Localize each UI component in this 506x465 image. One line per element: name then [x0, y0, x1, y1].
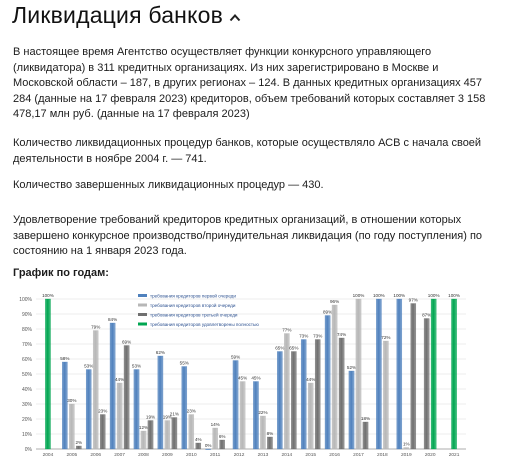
bar — [62, 362, 67, 449]
y-tick-label: 60% — [21, 356, 32, 363]
bar — [356, 299, 361, 449]
bar — [148, 421, 153, 450]
bar-value-label: 96% — [330, 299, 340, 304]
bar — [240, 382, 245, 450]
bar-value-label: 4% — [194, 437, 202, 442]
bar — [69, 404, 74, 449]
creditor-satisfaction-paragraph: Удовлетворение требований кредиторов кредитных организаций, в отношении которых завершено конкурсное производство/принудительная ликвидация (по году поступления) по состоянию на 1 января 2023 года. — [13, 214, 483, 258]
bar-value-label: 100% — [393, 293, 406, 298]
bar — [376, 299, 381, 449]
bar-value-label: 84% — [108, 317, 118, 322]
y-tick-label: 100% — [19, 296, 32, 303]
y-tick-label: 10% — [21, 431, 32, 438]
bar-value-label: 21% — [169, 411, 179, 417]
bar-value-label: 100% — [373, 293, 385, 298]
bar — [165, 421, 170, 450]
bar-value-label: 18% — [360, 416, 371, 421]
bar-value-label: 12% — [138, 425, 149, 430]
x-tick-label: 2008 — [138, 453, 149, 458]
bar — [411, 304, 416, 450]
bar — [301, 340, 306, 450]
bar-value-label: 23% — [98, 408, 108, 414]
bar-value-label: 65% — [275, 345, 285, 351]
bar-value-label: 44% — [115, 377, 125, 382]
y-tick-label: 90% — [21, 311, 32, 318]
bar — [172, 418, 177, 450]
bar — [196, 443, 201, 449]
y-tick-label: 80% — [21, 326, 32, 333]
y-tick-label: 0% — [24, 446, 32, 453]
y-tick-label: 20% — [21, 416, 32, 423]
bar — [100, 415, 105, 450]
bar-value-label: 100% — [448, 293, 460, 298]
bar-value-label: 65% — [289, 345, 299, 351]
bar-value-label: 59% — [230, 354, 241, 360]
bar — [220, 440, 225, 449]
bar-value-label: 45% — [237, 375, 248, 381]
bar — [253, 382, 258, 450]
bar — [349, 371, 354, 449]
chevron-up-icon[interactable] — [227, 9, 243, 25]
x-tick-label: 2009 — [162, 453, 173, 458]
bar-value-label: 52% — [346, 365, 357, 370]
bar — [233, 361, 238, 450]
x-tick-label: 2014 — [281, 453, 293, 458]
y-tick-label: 40% — [21, 386, 32, 393]
x-tick-label: 2019 — [400, 453, 412, 458]
bar-value-label: 2% — [75, 440, 83, 445]
bar-value-label: 55% — [179, 360, 189, 366]
bar — [404, 448, 409, 450]
bar — [141, 431, 146, 449]
bar-value-label: 22% — [258, 410, 268, 415]
bar — [308, 383, 313, 449]
bar — [431, 299, 436, 449]
bar — [451, 299, 456, 449]
bar-value-label: 89% — [323, 309, 333, 315]
legend-label: требования кредиторов удовлетворены полностью — [150, 322, 259, 327]
bar — [76, 446, 81, 449]
bar-value-label: 97% — [408, 297, 418, 303]
bar — [397, 299, 402, 449]
agency-functions-paragraph: В настоящее время Агентство осуществляет функции конкурсного управляющего (ликвидатора) в 311 кредитных организациях. Из них зарегистрировано в Москве и Московской области – 187, в других регионах – 124. В данных кредитных организациях 457 284 (данные на 17 февраля 2023) кредиторов, объем требований которых составляет 3 158 478,17 млн руб. (данные на 17 февраля 2023) — [13, 46, 486, 121]
completed-count-paragraph: Количество завершенных ликвидационных процедур — 430. — [13, 179, 324, 191]
bar-value-label: 6% — [218, 434, 226, 439]
x-tick-label: 2021 — [448, 453, 460, 458]
bar — [315, 340, 320, 450]
bar-value-label: 73% — [313, 333, 323, 339]
bar — [363, 422, 368, 449]
bar-value-label: 74% — [337, 332, 347, 337]
bar — [267, 437, 272, 449]
liquidation-count-paragraph: Количество ликвидационных процедур банков, которые осуществляло АСВ с начала своей деятельности в ноябре 2004 г. — 741. — [13, 137, 482, 165]
bar-value-label: 23% — [186, 408, 196, 414]
bar — [189, 415, 194, 450]
bar-value-label: 8% — [266, 431, 274, 436]
bar-value-label: 79% — [91, 324, 101, 330]
x-tick-label: 2012 — [233, 453, 245, 458]
bar-value-label: 19% — [145, 414, 156, 420]
bar — [93, 331, 98, 450]
bar — [260, 416, 265, 449]
bar — [117, 383, 122, 449]
chart-heading: График по годам: — [13, 267, 109, 279]
x-tick-label: 2005 — [66, 453, 78, 458]
bar — [383, 341, 388, 449]
bar-value-label: 100% — [42, 293, 54, 298]
bar — [339, 338, 344, 449]
x-tick-label: 2010 — [185, 453, 197, 458]
x-tick-label: 2020 — [424, 453, 436, 458]
bar — [86, 370, 91, 450]
bar-value-label: 73% — [299, 333, 309, 339]
legend-label: требования кредиторов третьей очереди — [150, 312, 238, 318]
bar-value-label: 53% — [84, 363, 94, 369]
bar-value-label: 100% — [352, 293, 365, 298]
bar-value-label: 77% — [282, 327, 292, 333]
bar-value-label: 14% — [210, 422, 220, 427]
bar — [134, 370, 139, 450]
bar-value-label: 58% — [60, 356, 70, 361]
bar — [158, 356, 163, 449]
bar — [110, 323, 115, 449]
x-tick-label: 2013 — [257, 453, 269, 458]
bar-value-label: 62% — [155, 350, 165, 355]
bar-value-label: 53% — [131, 363, 142, 369]
bar — [45, 299, 50, 449]
bar — [124, 346, 129, 450]
bar-value-label: 30% — [67, 398, 77, 403]
bar — [213, 428, 218, 449]
bar-value-label: 0% — [204, 443, 212, 448]
bar — [332, 305, 337, 449]
bar — [424, 319, 429, 450]
bar-value-label: 69% — [122, 339, 132, 345]
legend-label: требования кредиторов второй очереди — [150, 303, 236, 308]
page-title: Ликвидация банков — [12, 1, 224, 28]
bar — [277, 352, 282, 450]
bar-value-label: 44% — [306, 377, 316, 382]
y-tick-label: 70% — [21, 341, 32, 348]
bar-value-label: 72% — [381, 335, 391, 340]
legend-swatch — [138, 323, 147, 326]
bar-value-label: 87% — [422, 312, 432, 318]
bar-value-label: 45% — [251, 375, 261, 381]
bar — [206, 449, 211, 450]
x-tick-label: 2015 — [305, 453, 317, 458]
x-tick-label: 2006 — [90, 453, 102, 458]
x-tick-label: 2018 — [377, 453, 388, 458]
bar-value-label: 1% — [402, 441, 410, 447]
y-tick-label: 30% — [21, 401, 32, 408]
bar-value-label: 100% — [427, 293, 440, 298]
bar — [291, 352, 296, 450]
y-tick-label: 50% — [21, 371, 32, 378]
x-tick-label: 2007 — [114, 453, 125, 458]
creditor-satisfaction-chart — [8, 288, 478, 465]
x-tick-label: 2011 — [210, 453, 221, 458]
x-tick-label: 2016 — [329, 453, 340, 458]
page-title-row — [12, 0, 243, 30]
legend-label: требования кредиторов первой очереди — [150, 293, 236, 299]
bar-value-label: 19% — [162, 414, 172, 420]
legend-swatch — [138, 313, 147, 316]
x-tick-label: 2004 — [42, 453, 54, 458]
bar — [284, 334, 289, 450]
bar — [325, 316, 330, 450]
legend-swatch — [138, 304, 147, 307]
legend-swatch — [138, 294, 147, 297]
x-tick-label: 2017 — [353, 453, 364, 458]
